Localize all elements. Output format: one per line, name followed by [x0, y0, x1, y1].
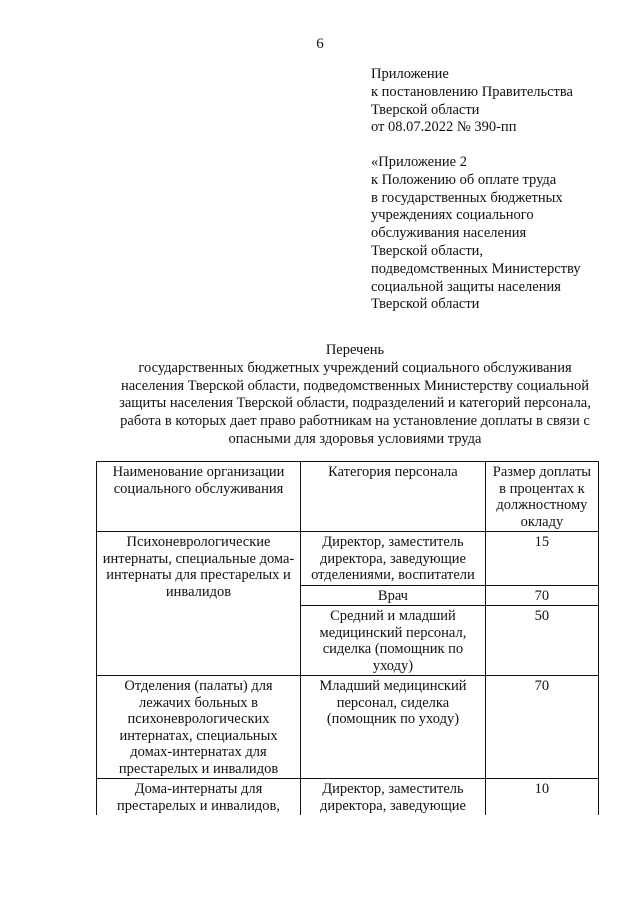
appendix-2-line: к Положению об оплате труда [371, 171, 557, 188]
table-row [97, 779, 599, 816]
header-category: Категория персонала [301, 462, 486, 532]
appendix-line: Приложение [371, 66, 449, 82]
heading-line: государственных бюджетных учреждений социального обслуживания [138, 359, 572, 376]
heading-title: Перечень [325, 342, 385, 358]
cell-category: Младший медицинский персонал, сиделка (помощник по уходу) [301, 676, 486, 779]
table-row [97, 676, 599, 779]
header-organization: Наименование организации социального обслуживания [97, 462, 301, 532]
heading-line: опасными для здоровья условиями труда [228, 430, 482, 447]
allowance-table [96, 461, 599, 815]
cell-rate: 15 [485, 532, 598, 586]
cell-rate: 70 [485, 676, 598, 779]
cell-organization: Дома-интернаты для престарелых и инвалидов, [97, 779, 301, 816]
heading-line: работа в которых дает право работникам на установление доплаты в связи с [120, 413, 590, 430]
appendix-2-line: «Приложение 2 [371, 154, 467, 170]
appendix-line: Тверской области [371, 101, 480, 118]
cell-category: Директор, заместитель директора, заведующие отделениями, воспитатели [301, 532, 486, 586]
cell-category: Врач [301, 585, 486, 606]
appendix-2-line: обслуживания населения [371, 225, 527, 242]
appendix-2-line: в государственных бюджетных [371, 189, 563, 206]
table-row [97, 532, 599, 586]
cell-organization: Психоневрологические интернаты, специальные дома-интернаты для престарелых и инвалидов [97, 532, 301, 676]
appendix-2-line: подведомственных Министерству [371, 260, 581, 277]
cell-category: Директор, заместитель директора, заведующие [301, 779, 486, 816]
cell-rate: 10 [485, 779, 598, 816]
header-rate: Размер доплаты в процентах к должностному окладу [485, 462, 598, 532]
table-header-row [97, 462, 599, 532]
document-heading [90, 342, 620, 449]
appendix-2-line: Тверской области [371, 296, 480, 313]
appendix-2-line: Тверской области, [371, 242, 484, 259]
page-number: 6 [316, 36, 324, 52]
heading-line: населения Тверской области, подведомственных Министерству социальной [120, 377, 590, 394]
appendix-2-line: социальной защиты населения [371, 278, 561, 295]
appendix-line: от 08.07.2022 № 390-пп [371, 119, 517, 136]
cell-organization: Отделения (палаты) для лежачих больных в психоневрологических интернатах, специальных домах-интернатах для престарелых и инвалидов [97, 676, 301, 779]
appendix-2-line: учреждениях социального [371, 207, 534, 224]
appendix-block [371, 66, 573, 137]
cell-rate: 50 [485, 606, 598, 676]
appendix-2-block [371, 154, 581, 314]
cell-category: Средний и младший медицинский персонал, сиделка (помощник по уходу) [301, 606, 486, 676]
cell-rate: 70 [485, 585, 598, 606]
heading-line: защиты населения Тверской области, подразделений и категорий персонала, [119, 395, 591, 412]
appendix-line: к постановлению Правительства [371, 83, 573, 100]
